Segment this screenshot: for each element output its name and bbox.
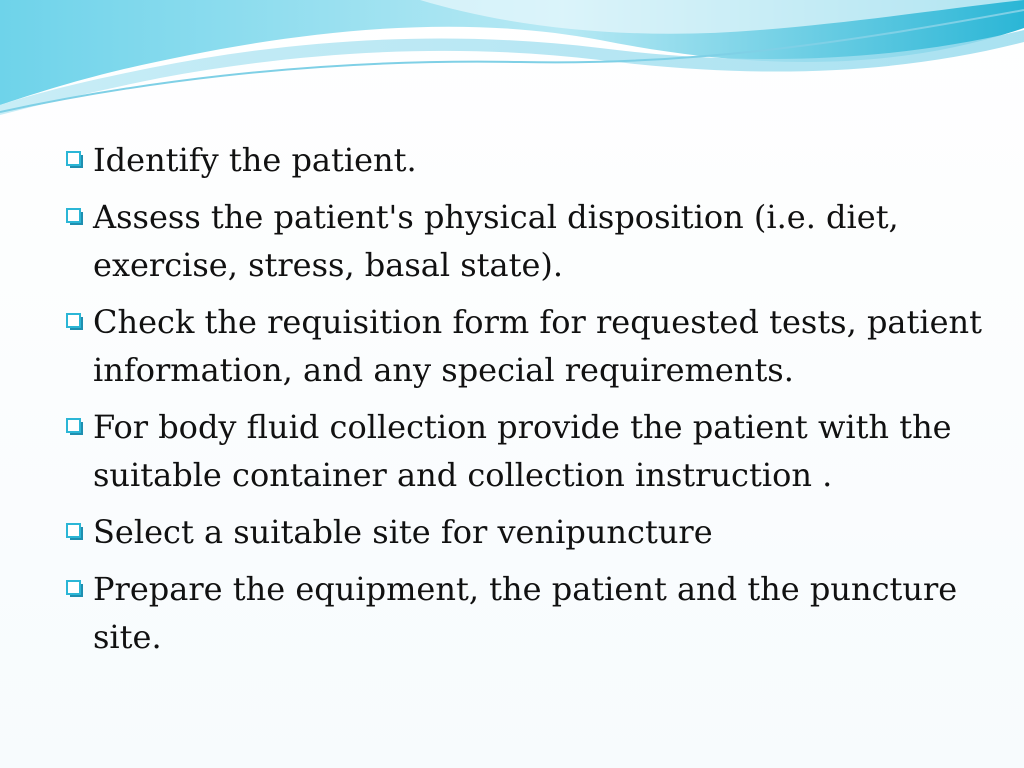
checkbox-square-icon: [66, 580, 84, 598]
bullet-item: [62, 403, 982, 499]
bullet-text: Identify the patient.: [93, 141, 417, 179]
checkbox-square-icon: [66, 208, 84, 226]
bullet-item: [62, 136, 982, 184]
bullet-item: [62, 508, 982, 556]
bullet-text: For body fluid collection provide the patient with the suitable container and collection instruction .: [93, 408, 952, 494]
bullet-item: [62, 565, 982, 661]
checkbox-square-icon: [66, 523, 84, 541]
checkbox-square-icon: [66, 313, 84, 331]
bullet-text: Select a suitable site for venipuncture: [93, 513, 713, 551]
bullet-text: Check the requisition form for requested tests, patient information, and any special requirements.: [93, 303, 982, 389]
bullet-item: [62, 193, 982, 289]
checkbox-square-icon: [66, 418, 84, 436]
bullet-item: [62, 298, 982, 394]
bullet-list: [62, 136, 982, 670]
decorative-wave-header: [0, 0, 1024, 130]
bullet-text: Assess the patient's physical disposition (i.e. diet, exercise, stress, basal state).: [93, 198, 899, 284]
checkbox-square-icon: [66, 151, 84, 169]
bullet-text: Prepare the equipment, the patient and the puncture site.: [93, 570, 958, 656]
